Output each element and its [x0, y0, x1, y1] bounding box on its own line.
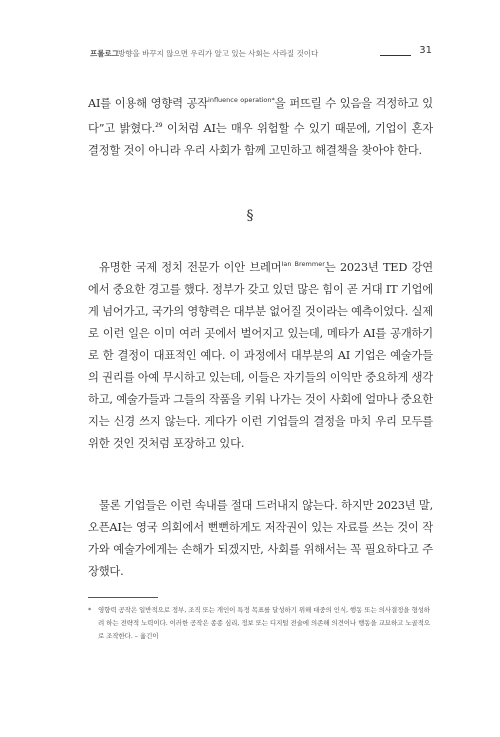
paragraph-1-gloss: influence operation	[208, 96, 272, 104]
paragraph-1-text-c: 이처럼 AI는 매우 위험할 수 있기 때문에, 기업이 혼자 결정할 것이 아니라 우리 사회가 함께 고민하고 해결책을 찾아야 한다.	[88, 122, 434, 157]
footnote-marker-inline: *	[271, 96, 275, 104]
running-head-chapter: 프롤로그	[90, 49, 119, 58]
paragraph-2-text-a: 유명한 국제 정치 전문가 이안 브레머	[99, 261, 282, 274]
running-head	[90, 45, 432, 61]
paragraph-1-text-b: 을 퍼뜨릴 수 있음을 걱정하고 있다”고 밝혔다.	[88, 97, 434, 135]
footnote-text: 영향력 공작은 일반적으로 정부, 조직 또는 개인이 특정 목표를 달성하기 위해 대중의 인식, 행동 또는 의사결정을 형성하려 하는 전략적 노력이다. 이러한 공작은 종종 심리, 정보 또는 디지털 전술에 의존해 의견이나 행동을 교묘하고 노골적으로 조작한다. – 옮긴이	[98, 606, 430, 640]
paragraph-3: 물론 기업들은 이런 속내를 절대 드러내지 않는다. 하지만 2023년 말, 오픈AI는 영국 의회에서 뻔뻔하게도 저작권이 있는 자료를 쓰는 것이 작가와 예술가에게는 손해가 되겠지만, 사회를 위해서는 꼭 필요하다고 주장했다.	[88, 499, 433, 578]
page-number: 31	[419, 45, 432, 56]
footnote	[88, 604, 433, 643]
paragraph-2	[88, 253, 433, 455]
footnote-marker: *	[88, 606, 92, 614]
running-head-title: 방향을 바꾸지 않으면 우리가 알고 있는 사회는 사라질 것이다	[118, 49, 319, 58]
running-head-rule	[380, 55, 411, 56]
paragraph-1-text-a: AI를 이용해 영향력 공작	[88, 97, 209, 110]
paragraph-1	[88, 89, 433, 162]
paragraph-2-gloss: Ian Bremmer	[281, 260, 325, 268]
footnote-rule	[88, 597, 158, 598]
endnote-reference: 29	[155, 122, 163, 129]
paragraph-2-text-b: 는 2023년 TED 강연에서 중요한 경고를 했다. 정부가 갖고 있던 많은 힘이 곧 거대 IT 기업에게 넘어가고, 국가의 영향력은 대부분 없어질 것이라는 예측이었다. 실제로 이런 일은 이미 여러 곳에서 벌어지고 있는데, 메타가 AI를 공개하기로 한 결정이 대표적인 예다. 이 과정에서 대부분의 AI 기업은 예술가들의 권리를 아예 무시하고 있는데, 이들은 자기들의 이익만 중요하게 생각하고, 예술가들과 그들의 작품을 키워 나가는 것이 사회에 얼마나 중요한지는 신경 쓰지 않는다. 게다가 이런 기업들의 결정을 마치 우리 모두를 위한 것인 것처럼 포장하고 있다.	[88, 261, 433, 450]
section-divider: §	[246, 208, 254, 224]
